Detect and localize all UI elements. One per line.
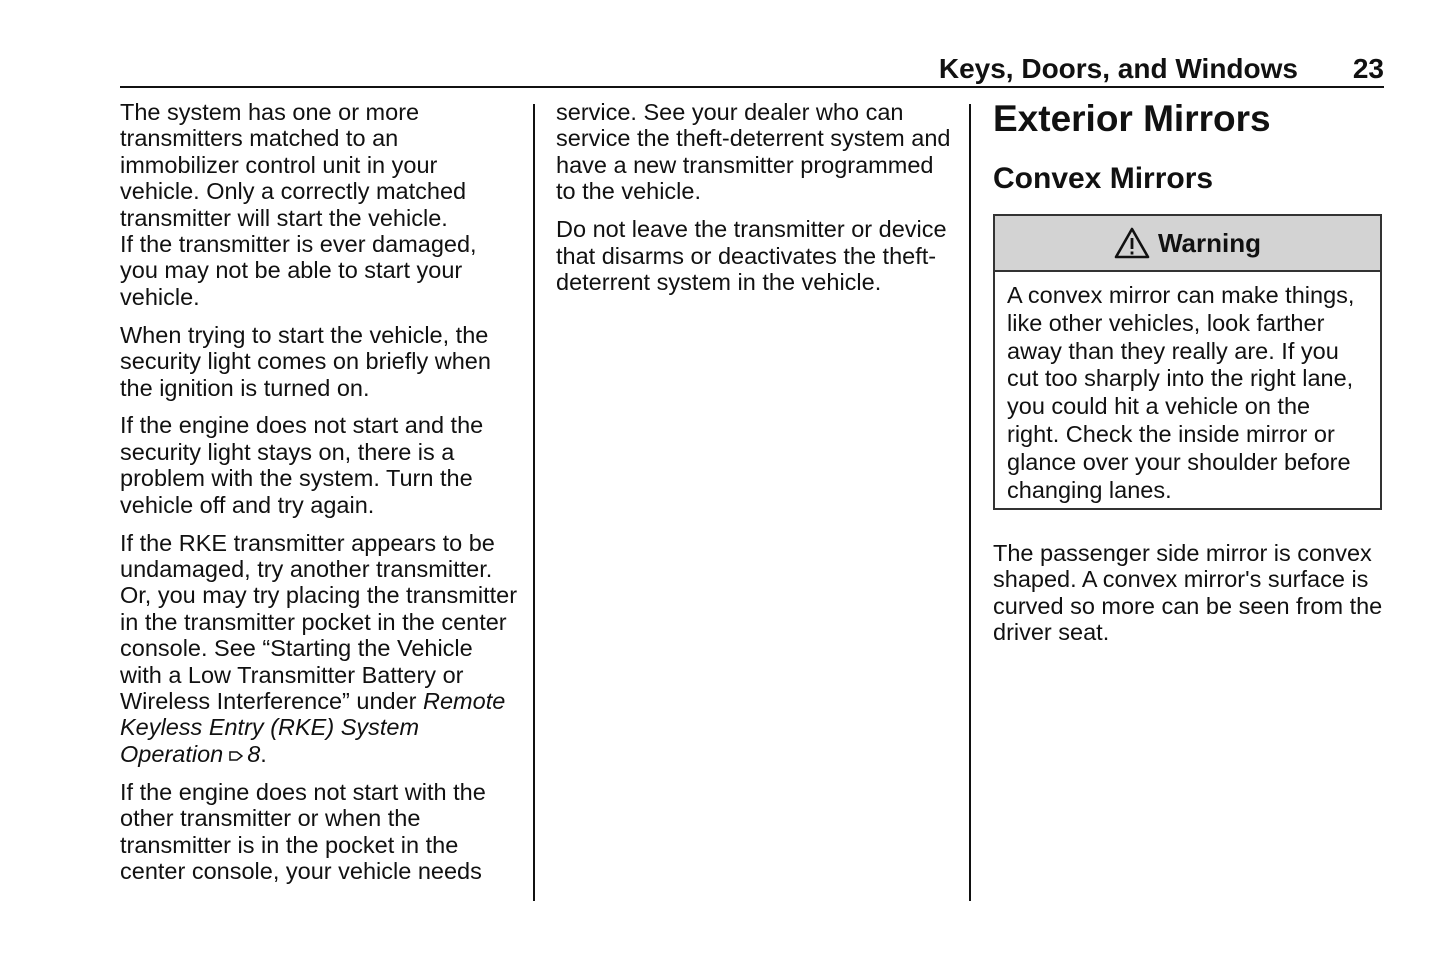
paragraph: service. See your dealer who can service the theft-deterrent system and have a new transmitter programmed to the vehicle. bbox=[556, 99, 951, 205]
warning-text: A convex mirror can make things, like other vehicles, look farther away than they really are. If you cut too sharply into the right lane, you could hit a vehicle on the right. Check the inside mirror or glance over your shoulder before changing lanes. bbox=[1007, 282, 1355, 503]
subsection-heading: Convex Mirrors bbox=[993, 162, 1214, 195]
column-divider-1 bbox=[533, 104, 535, 901]
paragraph: The passenger side mirror is convex shaped. A convex mirror's surface is curved so more can be seen from the driver seat. bbox=[993, 540, 1383, 646]
paragraph: If the engine does not start and the security light stays on, there is a problem with the system. Turn the vehicle off and try again. bbox=[120, 412, 484, 518]
section-title: Keys, Doors, and Windows bbox=[938, 53, 1298, 84]
warning-header bbox=[995, 216, 1380, 272]
paragraph: Do not leave the transmitter or device that disarms or deactivates the theft-deterrent system in the vehicle. bbox=[556, 216, 947, 295]
paragraph: The system has one or more transmitters matched to an immobilizer control unit in your vehicle. Only a correctly matched transmitter will start the vehicle. bbox=[120, 99, 467, 231]
column-divider-2 bbox=[969, 104, 971, 901]
cross-reference-link[interactable]: Remote Keyless Entry (RKE) System Operation bbox=[120, 688, 506, 767]
paragraph: If the engine does not start with the other transmitter or when the transmitter is in the pocket in the center console, your vehicle needs bbox=[120, 778, 486, 884]
paragraph-text: If the RKE transmitter appears to be undamaged, try another transmitter. Or, you may try placing the transmitter in the transmitter pocket in the center console. See “Starting the Vehicle with a Low Transmitter Battery or Wireless Interference” under bbox=[120, 529, 518, 715]
warning-box bbox=[993, 214, 1382, 510]
paragraph: When trying to start the vehicle, the security light comes on briefly when the ignition is turned on. bbox=[120, 321, 491, 401]
column-2 bbox=[556, 99, 951, 307]
warning-triangle-icon bbox=[1114, 227, 1150, 259]
page-number: 23 bbox=[1352, 53, 1384, 84]
period: . bbox=[260, 740, 267, 767]
reference-page-number: 8 bbox=[247, 740, 261, 767]
header-rule bbox=[120, 86, 1384, 88]
warning-title: Warning bbox=[1157, 227, 1262, 258]
page-reference-icon bbox=[229, 749, 243, 763]
paragraph: If the transmitter is ever damaged, you may not be able to start your vehicle. bbox=[120, 231, 477, 310]
paragraph-with-reference bbox=[120, 530, 520, 768]
column-1 bbox=[120, 99, 520, 896]
section-heading: Exterior Mirrors bbox=[993, 98, 1271, 139]
